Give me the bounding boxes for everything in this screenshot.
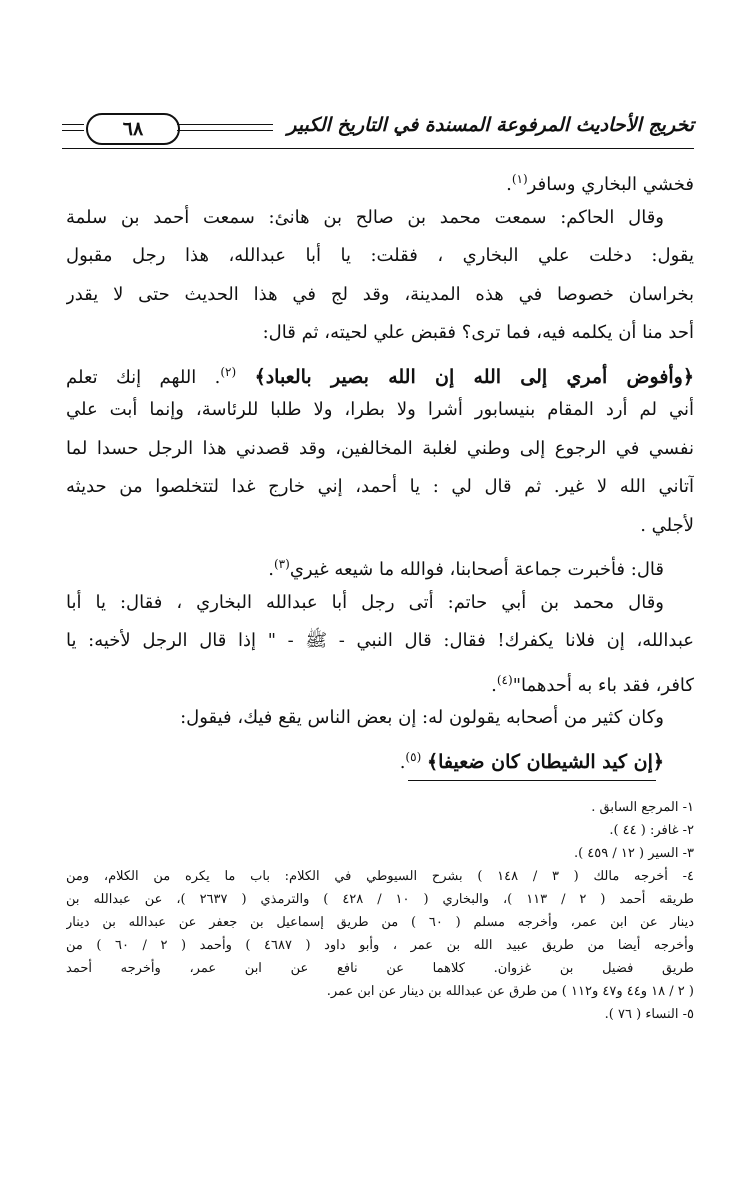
footnote: ٢- غافر: ( ٤٤ ). [609, 823, 694, 838]
text-line: آتاني الله لا غير. ثم قال لي : يا أحمد، إني خارج غدا لتتخلصوا من حديثه [66, 476, 694, 497]
header-rule [62, 130, 84, 131]
quran-verse: ﴿إن كيد الشيطان كان ضعيفا﴾ [426, 750, 664, 773]
text-line: فخشي البخاري وسافر$^{(١)}$. [506, 172, 694, 195]
text-line: لأجلي . [640, 514, 694, 536]
text-line: ﴿وأفوض أمري إلى الله إن الله بصير بالعباد﴾ $^{(٢)}$. اللهم إنك تعلم [66, 364, 694, 388]
footnote-divider [408, 780, 656, 781]
footnote-ref: (٣) [273, 557, 290, 571]
footnote: طريقه أحمد ( ٢ / ١١٣ )، والبخاري ( ١٠ / ٤٢٨ ) والترمذي ( ٢٦٣٧ )، عن عبدالله بن [66, 892, 694, 907]
main-text [66, 160, 694, 776]
footnote-ref: (٥) [405, 749, 422, 764]
footnote: وأخرجه أيضا من طريق عبيد الله بن عمر ، وأبو داود ( ٤٦٨٧ ) وأحمد ( ٢ / ٦٠ ) من [66, 938, 694, 953]
text-line: وقال محمد بن أبي حاتم: أتى رجل أبا عبدالله البخاري ، فقال: يا أبا [66, 591, 664, 613]
footnote-ref: (٤) [496, 672, 513, 687]
footnote-ref: (٢) [220, 364, 237, 379]
footnote: ١- المرجع السابق . [591, 800, 694, 815]
footnote-ref: (١) [511, 172, 528, 186]
footnotes [66, 796, 694, 1026]
header-rule [177, 130, 273, 131]
footnote: طريق فضيل بن غزوان. كلاهما عن نافع عن ابن عمر، وأخرجه أحمد [66, 961, 694, 976]
page-number: ٦٨ [86, 113, 180, 145]
text-line: وقال الحاكم: سمعت محمد بن صالح بن هانئ: سمعت أحمد بن سلمة [66, 206, 664, 228]
footnote: ( ٢ / ١٨ و٤٤ و٤٧ و١١٢ ) من طرق عن عبدالله بن دينار عن ابن عمر. [326, 984, 694, 999]
header-rule [62, 124, 84, 125]
quran-verse: ﴿وأفوض أمري إلى الله إن الله بصير بالعباد﴾ [254, 365, 694, 388]
text-line: بخراسان خصوصا في هذه المدينة، وقد لج في هذا الحديث حتى لا يقدر [66, 283, 694, 305]
text-line: وكان كثير من أصحابه يقولون له: إن بعض الناس يقع فيك، فيقول: [180, 707, 664, 728]
running-title: تخريج الأحاديث المرفوعة المسندة في التاريخ الكبير [287, 114, 694, 136]
footnote: دينار عن ابن عمر، وأخرجه مسلم ( ٦٠ ) من طريق إسماعيل بن جعفر عن عبدالله بن دينار [66, 915, 694, 930]
header-rule [177, 124, 273, 125]
page-header [62, 108, 694, 158]
footnote: ٥- النساء ( ٧٦ ). [604, 1007, 694, 1022]
text-line: أحد منا أن يكلمه فيه، فما ترى؟ فقبض علي لحيته، ثم قال: [262, 322, 694, 343]
text-line: قال: فأخبرت جماعة أصحابنا، فوالله ما شيعه غيري$^{(٣)}$. [268, 557, 664, 580]
text-line: أني لم أرد المقام بنيسابور أشرا ولا بطرا، ولا طلبا للرئاسة، وإنما أبت علي [66, 399, 694, 420]
text-line: عبدالله، إن فلانا يكفرك! فقال: قال النبي - ﷺ - " إذا قال الرجل لأخيه: يا [66, 630, 694, 651]
text-line: كافر، فقد باء به أحدهما"$^{(٤)}$. [491, 672, 694, 696]
text-line: يقول: دخلت علي البخاري ، فقلت: يا أبا عبدالله، هذا رجل مقبول [66, 245, 694, 266]
text-line: نفسي في الرجوع إلى وطني لغلبة المخالفين، وقد قصدني هذا الرجل حسدا لما [66, 437, 694, 459]
header-underline [62, 148, 694, 149]
footnote: ٣- السير ( ١٢ / ٤٥٩ ). [573, 846, 694, 861]
footnote: ٤- أخرجه مالك ( ٣ / ١٤٨ ) بشرح السيوطي في الكلام: باب ما يكره من الكلام، ومن [66, 869, 694, 884]
text-line: ﴿إن كيد الشيطان كان ضعيفا﴾ $^{(٥)}$. [399, 749, 664, 773]
